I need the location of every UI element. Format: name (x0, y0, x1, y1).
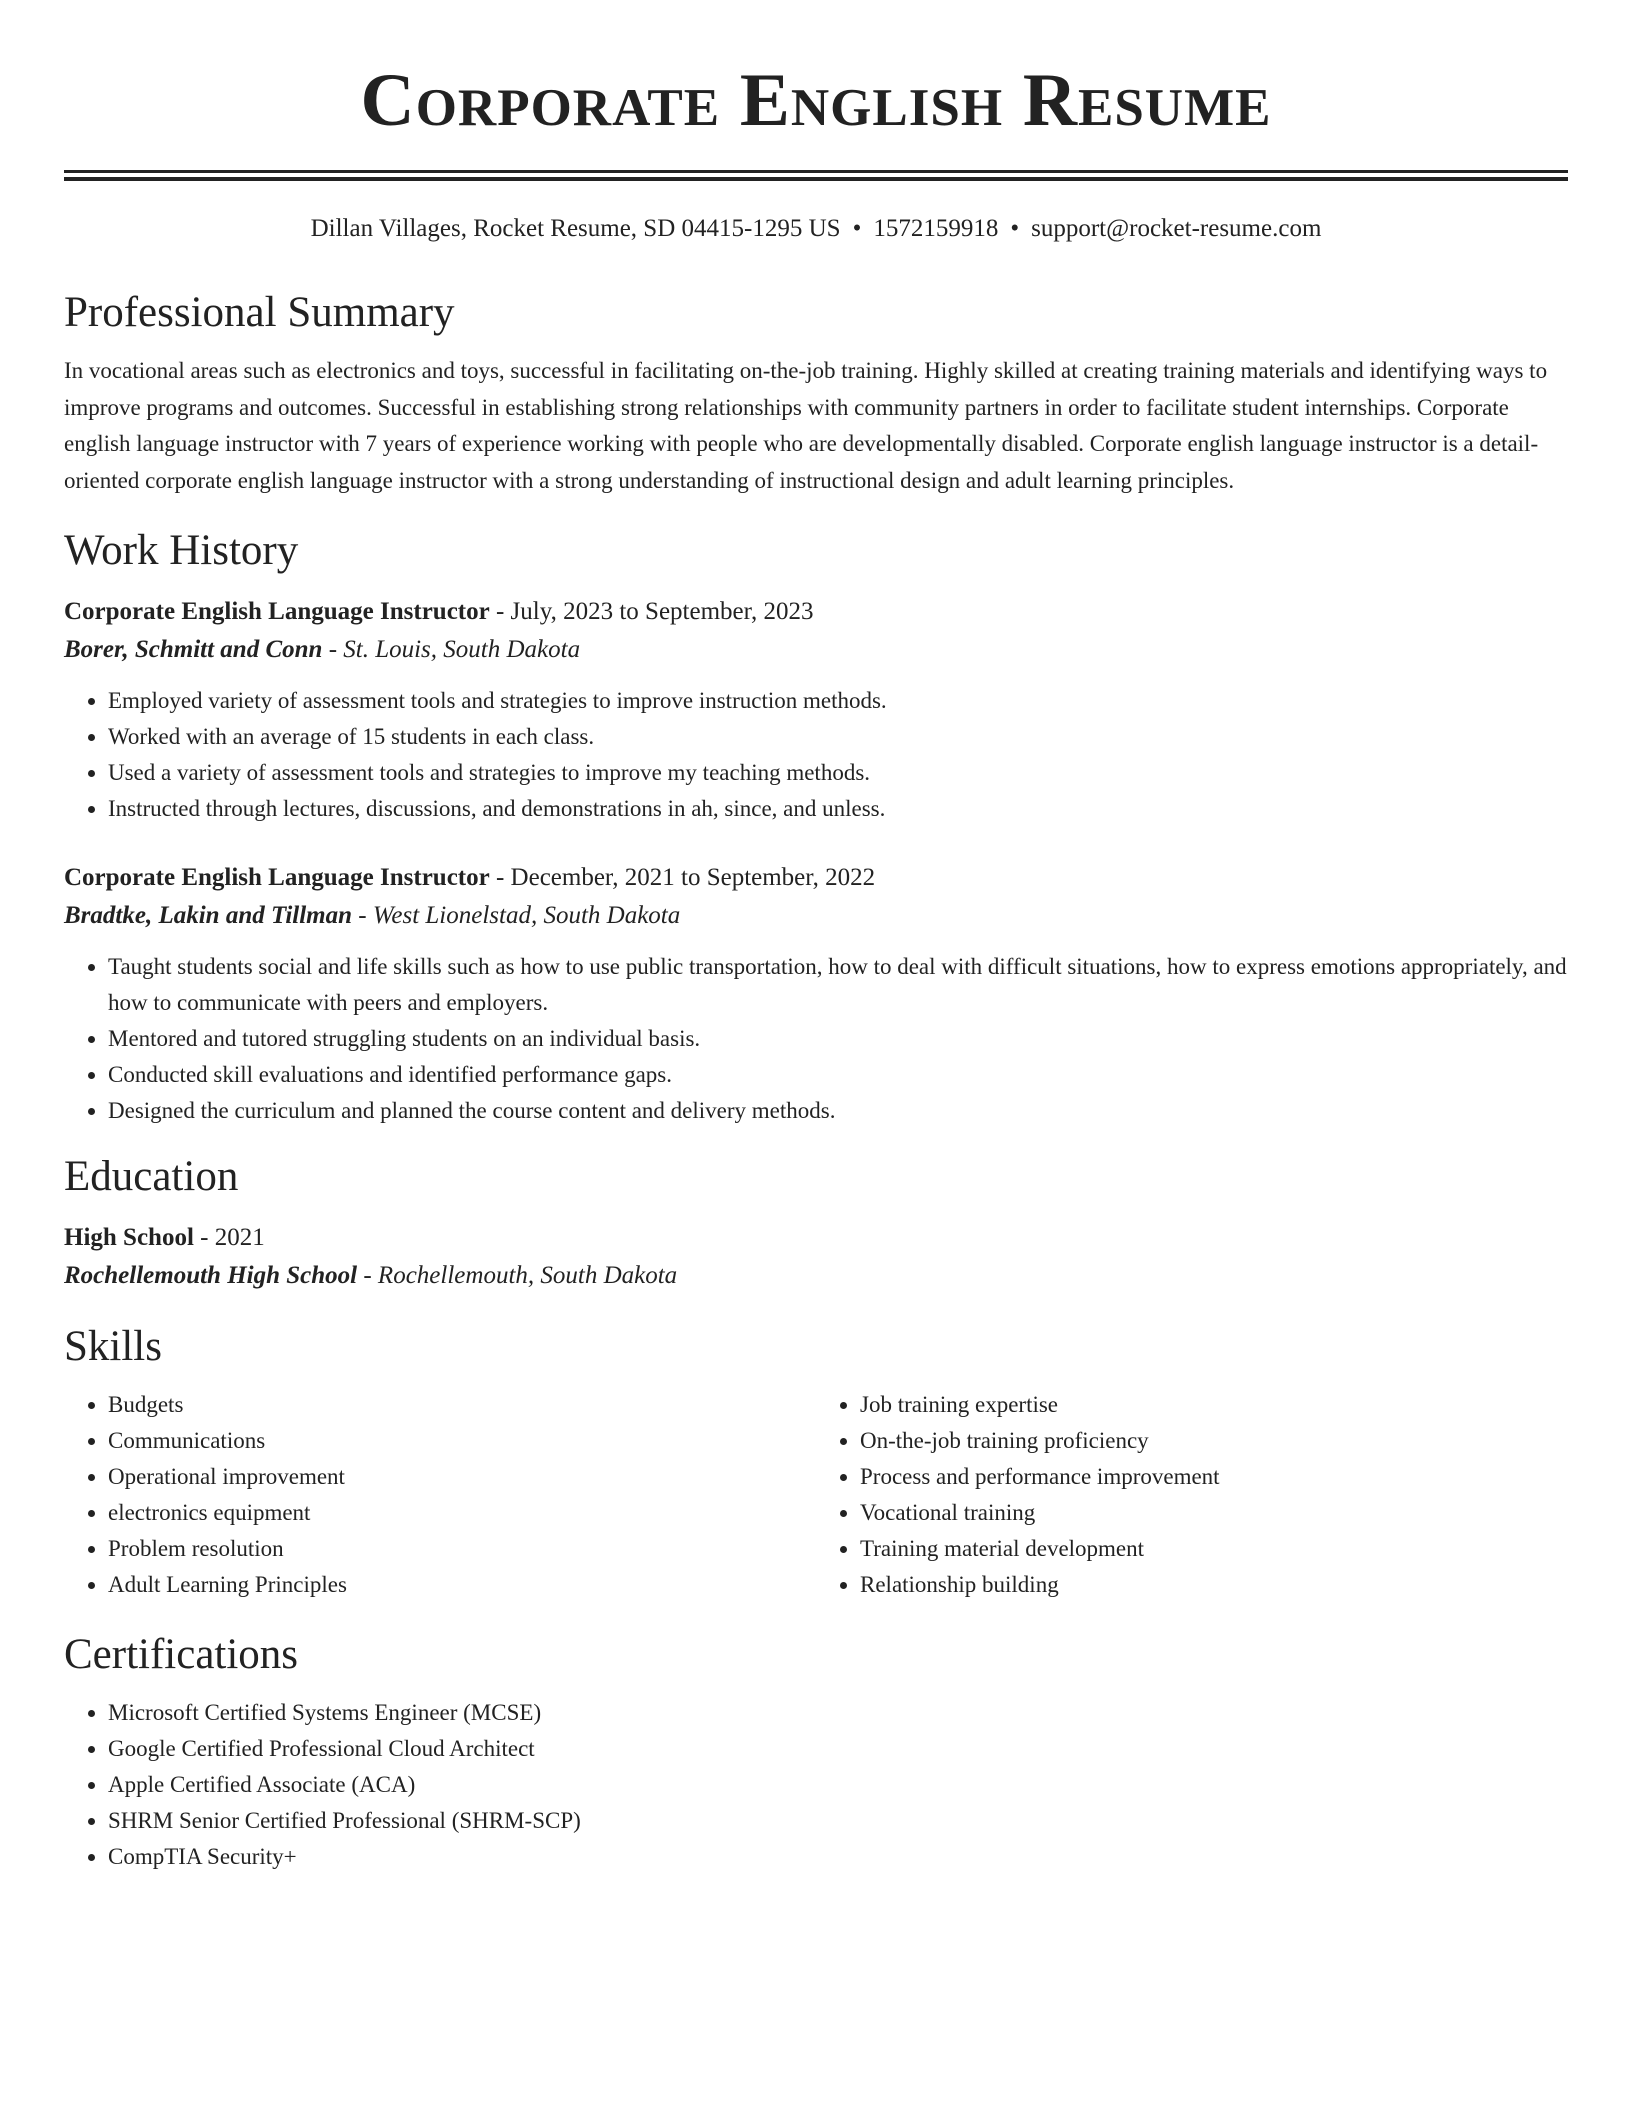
resume-title: Corporate English Resume (360, 59, 1272, 142)
graduation-year: - 2021 (193, 1224, 265, 1251)
list-item: • Worked with an average of 15 students in each class. (108, 719, 1568, 755)
contact-line (64, 213, 1568, 245)
list-item: • Employed variety of assessment tools and strategies to improve instruction methods. (108, 683, 1568, 719)
company-name: Borer, Schmitt and Conn (64, 636, 323, 663)
company-name: Bradtke, Lakin and Tillman (64, 902, 353, 929)
degree: High School (64, 1224, 194, 1251)
list-item: • Mentored and tutored struggling students on an individual basis. (108, 1021, 1568, 1057)
list-item: • Problem resolution (108, 1531, 816, 1567)
list-item: • Apple Certified Associate (ACA) (108, 1767, 1568, 1803)
degree-line (64, 1219, 1568, 1257)
school-location: - Rochellemouth, South Dakota (357, 1262, 678, 1289)
job-title-line (64, 859, 1568, 897)
summary-text: In vocational areas such as electronics and toys, successful in facilitating on-the-job training. Highly skilled at creating training materials and identifying ways to improve programs and outcomes. Successful in establishing strong relationships with community partners in order to facilitate student internships. Corporate english language instructor with 7 years of experience working with people who are developmentally disabled. Corporate english language instructor is a detail-oriented corporate english language instructor with a strong understanding of instructional design and adult learning principles. (64, 358, 1548, 493)
school-name: Rochellemouth High School (64, 1262, 358, 1289)
list-item: • Taught students social and life skills such as how to use public transportation, how to deal with difficult situations, how to express emotions appropriately, and how to communicate with peers and employers. (108, 949, 1568, 1021)
list-item: • Used a variety of assessment tools and strategies to improve my teaching methods. (108, 755, 1568, 791)
skills-left-column (64, 1387, 816, 1603)
education-entry (64, 1219, 1568, 1295)
company-location: - St. Louis, South Dakota (322, 636, 581, 663)
list-item: • Budgets (108, 1387, 816, 1423)
school-line (64, 1257, 1568, 1295)
contact-separator: • (1010, 215, 1020, 242)
list-item: • Google Certified Professional Cloud Architect (108, 1731, 1568, 1767)
list-item: • Conducted skill evaluations and identified performance gaps. (108, 1057, 1568, 1093)
job-entry (64, 859, 1568, 1129)
list-item: • Relationship building (860, 1567, 1568, 1603)
list-item: • CompTIA Security+ (108, 1839, 1568, 1875)
contact-address: Dillan Villages, Rocket Resume, SD 04415-1295 US (310, 215, 841, 242)
skills-heading: Skills (64, 1323, 162, 1370)
list-item: • Communications (108, 1423, 816, 1459)
job-title: Corporate English Language Instructor (64, 864, 490, 891)
list-item: • Designed the curriculum and planned the course content and delivery methods. (108, 1093, 1568, 1129)
contact-phone: 1572159918 (873, 215, 999, 242)
job-dates: - July, 2023 to September, 2023 (489, 598, 814, 625)
education-heading: Education (64, 1153, 239, 1200)
certifications-list (64, 1695, 1568, 1875)
company-line (64, 897, 1568, 935)
list-item: • Job training expertise (860, 1387, 1568, 1423)
list-item: • SHRM Senior Certified Professional (SHRM-SCP) (108, 1803, 1568, 1839)
skills-right-column (816, 1387, 1568, 1603)
skills-columns (64, 1387, 1568, 1603)
title-double-rule (64, 170, 1568, 181)
list-item: • On-the-job training proficiency (860, 1423, 1568, 1459)
list-item: • Training material development (860, 1531, 1568, 1567)
job-dates: - December, 2021 to September, 2022 (489, 864, 876, 891)
job-bullets (64, 949, 1568, 1129)
list-item: • Microsoft Certified Systems Engineer (MCSE) (108, 1695, 1568, 1731)
list-item: • Vocational training (860, 1495, 1568, 1531)
contact-separator: • (852, 215, 862, 242)
list-item: • Adult Learning Principles (108, 1567, 816, 1603)
company-location: - West Lionelstad, South Dakota (352, 902, 681, 929)
contact-email: support@rocket-resume.com (1031, 215, 1322, 242)
summary-heading: Professional Summary (64, 289, 455, 336)
job-entry (64, 593, 1568, 827)
list-item: • Instructed through lectures, discussions, and demonstrations in ah, since, and unless. (108, 791, 1568, 827)
job-title-line (64, 593, 1568, 631)
list-item: • Operational improvement (108, 1459, 816, 1495)
list-item: • Process and performance improvement (860, 1459, 1568, 1495)
certifications-heading: Certifications (64, 1631, 299, 1678)
job-title: Corporate English Language Instructor (64, 598, 490, 625)
job-bullets (64, 683, 1568, 827)
work-history-heading: Work History (64, 527, 299, 574)
list-item: • electronics equipment (108, 1495, 816, 1531)
company-line (64, 631, 1568, 669)
